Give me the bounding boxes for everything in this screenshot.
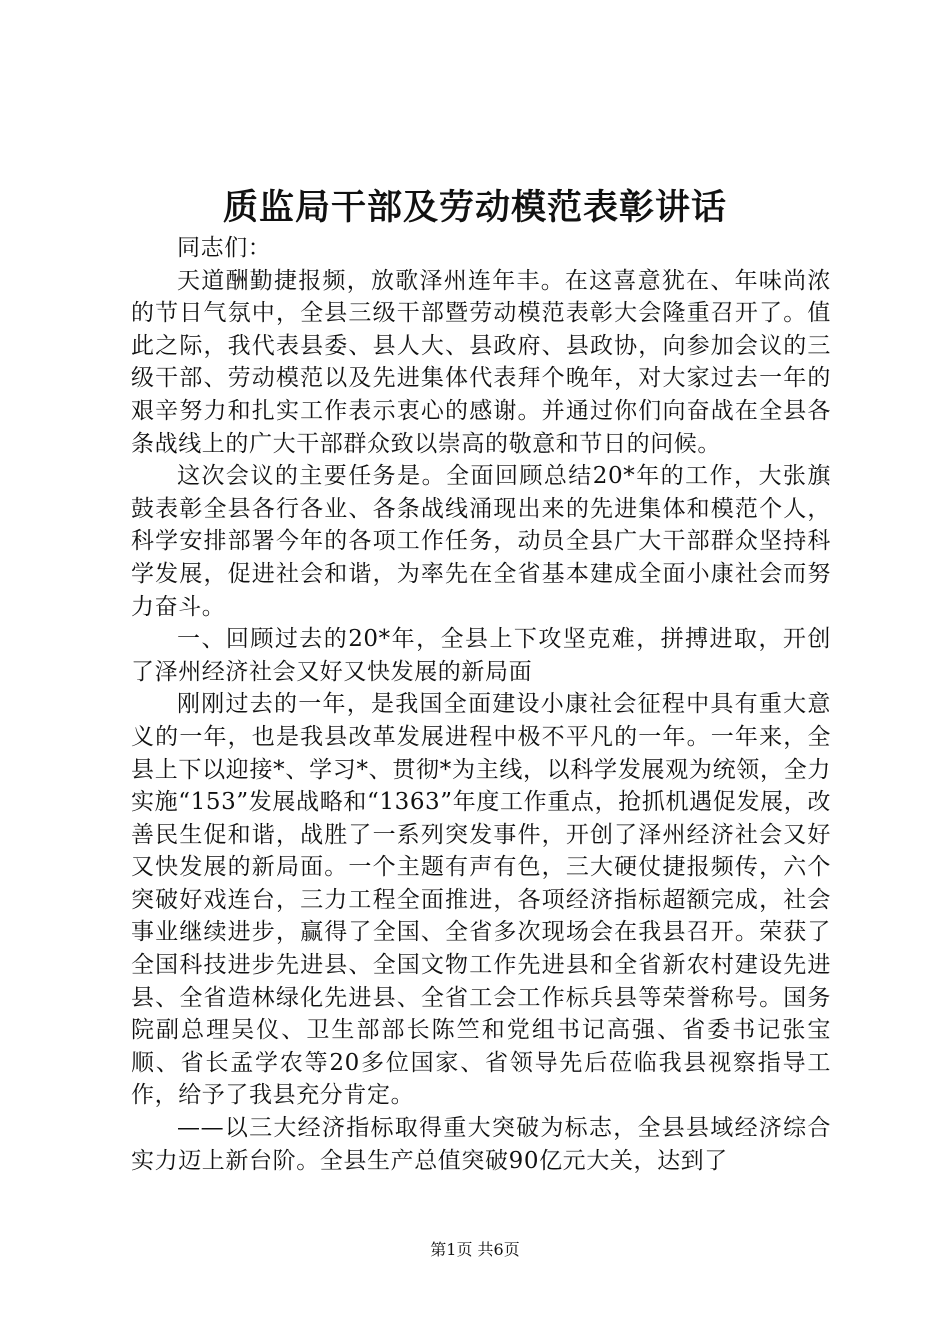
- document-title: 质监局干部及劳动模范表彰讲话: [222, 187, 727, 228]
- document-body: [131, 232, 831, 1177]
- salutation-paragraph: 同志们：: [177, 235, 272, 261]
- meeting-tasks-paragraph: 这次会议的主要任务是。全面回顾总结20*年的工作，大张旗鼓表彰全县各行各业、各条战线涌现出来的先进集体和模范个人，科学安排部署今年的各项工作任务，动员全县广大干部群众坚持科学发展，促进社会和谐，为率先在全省基本建成全面小康社会而努力奋斗。: [131, 463, 831, 620]
- section-heading: 一、回顾过去的20*年，全县上下攻坚克难，拼搏进取，开创了泽州经济社会又好又快发展的新局面: [131, 626, 831, 685]
- opening-paragraph: 天道酬勤捷报频，放歌泽州连年丰。在这喜意犹在、年味尚浓的节日气氛中，全县三级干部暨劳动模范表彰大会隆重召开了。值此之际，我代表县委、县人大、县政府、县政协，向参加会议的三级干部、劳动模范以及先进集体代表拜个晚年，对大家过去一年的艰辛努力和扎实工作表示衷心的感谢。并通过你们向奋战在全县各条战线上的广大干部群众致以崇高的敬意和节日的问候。: [131, 267, 831, 457]
- economy-paragraph: ——以三大经济指标取得重大突破为标志，全县县域经济综合实力迈上新台阶。全县生产总值突破90亿元大关，达到了: [131, 1115, 831, 1174]
- page-number-footer: 第1页 共6页: [430, 1240, 520, 1259]
- review-paragraph: 刚刚过去的一年，是我国全面建设小康社会征程中具有重大意义的一年，也是我县改革发展进程中极不平凡的一年。一年来，全县上下以迎接*、学习*、贯彻*为主线，以科学发展观为统领，全力实施“153”发展战略和“1363”年度工作重点，抢抓机遇促发展，改善民生促和谐，战胜了一系列突发事件，开创了泽州经济社会又好又快发展的新局面。一个主题有声有色，三大硬仗捷报频传，六个突破好戏连台，三力工程全面推进，各项经济指标超额完成，社会事业继续进步，赢得了全国、全省多次现场会在我县召开。荣获了全国科技进步先进县、全国文物工作先进县和全省新农村建设先进县、全省造林绿化先进县、全省工会工作标兵县等荣誉称号。国务院副总理吴仪、卫生部部长陈竺和党组书记高强、省委书记张宝顺、省长孟学农等20多位国家、省领导先后莅临我县视察指导工作，给予了我县充分肯定。: [131, 691, 831, 1109]
